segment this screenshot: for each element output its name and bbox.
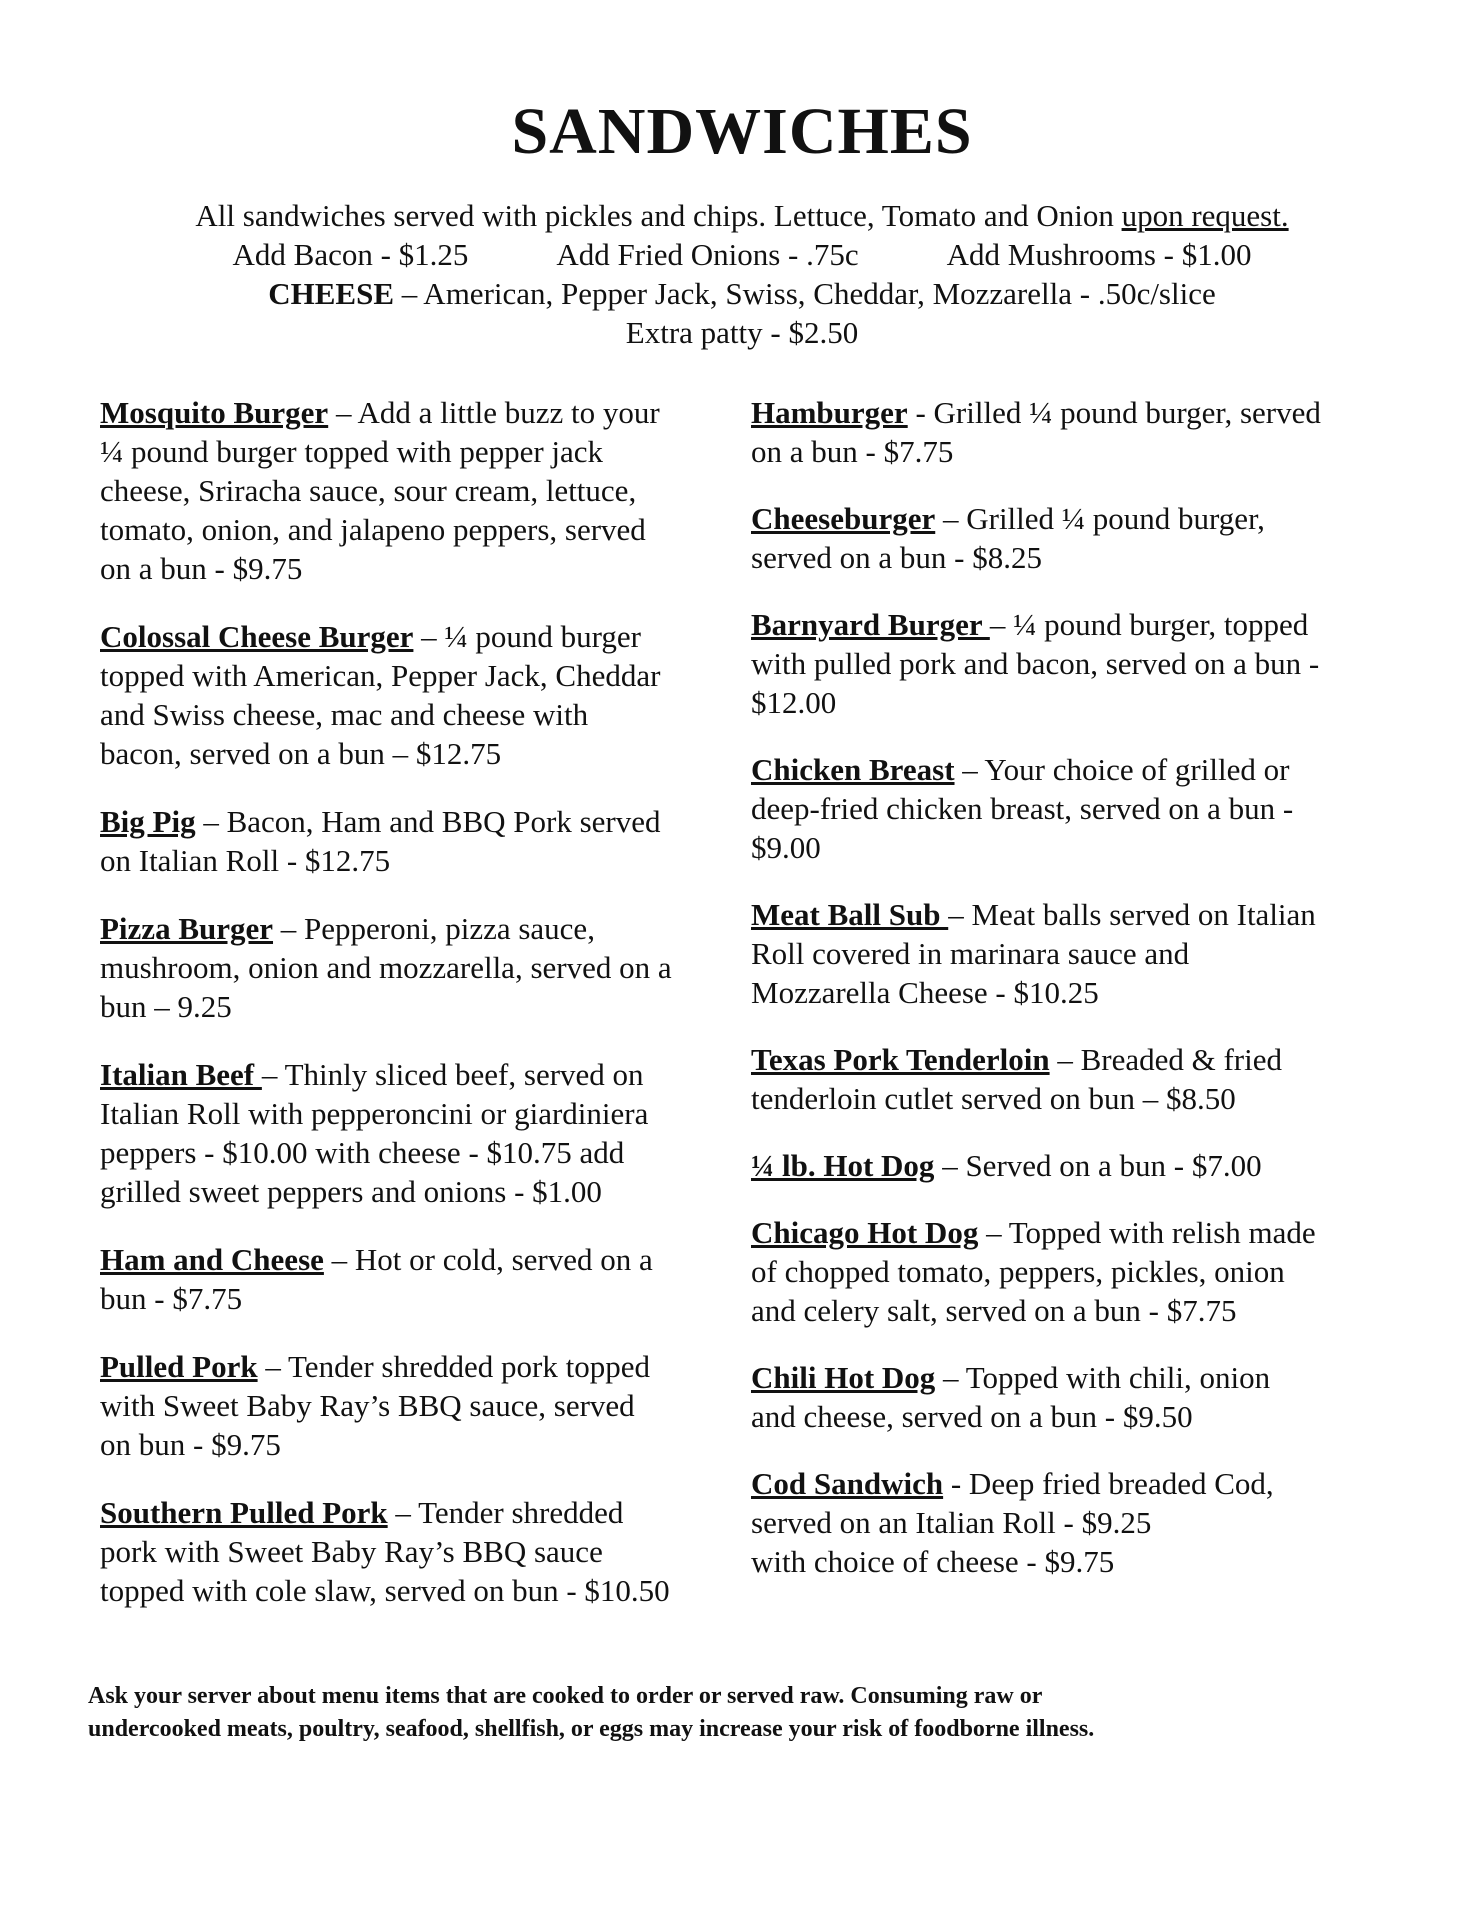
item-name: Chili Hot Dog — [751, 1360, 936, 1395]
left-column — [100, 393, 736, 1639]
item-description: – Tender shredded pork topped with Sweet Baby Ray’s BBQ sauce, served on bun - $9.75 — [100, 1349, 650, 1462]
item-name: Colossal Cheese Burger — [100, 619, 414, 654]
item-name: Barnyard Burger — [751, 607, 990, 642]
menu-item — [751, 1146, 1401, 1185]
food-safety-disclaimer: Ask your server about menu items that are cooked to order or served raw. Consuming raw or undercooked meats, poultry, seafood, shellfish, or eggs may increase your risk of foodborne illness. — [88, 1683, 1095, 1742]
intro-sides-text: All sandwiches served with pickles and chips. Lettuce, Tomato and Onion — [195, 198, 1122, 233]
intro-cheese-line — [0, 274, 1484, 313]
menu-item — [751, 499, 1401, 577]
intro-sides-line — [0, 196, 1484, 235]
item-description: – ¼ pound burger, topped with pulled pork and bacon, served on a bun - $12.00 — [751, 607, 1320, 720]
menu-item — [751, 1464, 1401, 1581]
menu-item — [100, 1493, 736, 1610]
item-description: – Thinly sliced beef, served on Italian Roll with pepperoncini or giardiniera peppers - $10.00 with cheese - $10.75 add grilled sweet peppers and onions - $1.00 — [100, 1057, 649, 1209]
addon-bacon: Add Bacon - $1.25 — [232, 237, 469, 272]
item-description: – Tender shredded pork with Sweet Baby Ray’s BBQ sauce topped with cole slaw, served on bun - $10.50 — [100, 1495, 670, 1608]
item-name: Hamburger — [751, 395, 908, 430]
item-name: Pulled Pork — [100, 1349, 258, 1384]
right-column — [751, 393, 1401, 1609]
item-name: Mosquito Burger — [100, 395, 329, 430]
addon-fried-onions: Add Fried Onions - .75c — [556, 237, 859, 272]
item-description: – Meat balls served on Italian Roll covered in marinara sauce and Mozzarella Cheese - $10.25 — [751, 897, 1316, 1010]
item-name: ¼ lb. Hot Dog — [751, 1148, 935, 1183]
item-name: Pizza Burger — [100, 911, 274, 946]
item-name: Southern Pulled Pork — [100, 1495, 388, 1530]
item-description: – Grilled ¼ pound burger, served on a bun - $8.25 — [751, 501, 1265, 575]
item-name: Cod Sandwich — [751, 1466, 944, 1501]
intro-upon-request: upon request. — [1121, 198, 1289, 233]
item-description: – Breaded & fried tenderloin cutlet served on bun – $8.50 — [751, 1042, 1283, 1116]
item-description: – Topped with relish made of chopped tomato, peppers, pickles, onion and celery salt, served on a bun - $7.75 — [751, 1215, 1316, 1328]
menu-item — [100, 1347, 736, 1464]
item-name: Meat Ball Sub — [751, 897, 949, 932]
intro-extra-patty: Extra patty - $2.50 — [625, 315, 859, 350]
item-description: – Topped with chili, onion and cheese, served on a bun - $9.50 — [751, 1360, 1271, 1434]
menu-item — [751, 1213, 1401, 1330]
item-description: - Deep fried breaded Cod, served on an Italian Roll - $9.25 with choice of cheese - $9.75 — [751, 1466, 1274, 1579]
item-description: - Grilled ¼ pound burger, served on a bun - $7.75 — [751, 395, 1321, 469]
page-title: SANDWICHES — [511, 95, 973, 168]
item-name: Ham and Cheese — [100, 1242, 324, 1277]
item-name: Texas Pork Tenderloin — [751, 1042, 1050, 1077]
menu-item — [751, 1040, 1401, 1118]
item-description: – Your choice of grilled or deep-fried chicken breast, served on a bun - $9.00 — [751, 752, 1294, 865]
intro-addons-line — [0, 235, 1484, 274]
item-description: – Hot or cold, served on a bun - $7.75 — [100, 1242, 653, 1316]
cheese-options: – American, Pepper Jack, Swiss, Cheddar, Mozzarella - .50c/slice — [394, 276, 1216, 311]
menu-item — [100, 617, 736, 773]
item-description: – Bacon, Ham and BBQ Pork served on Italian Roll - $12.75 — [100, 804, 661, 878]
menu-item — [100, 393, 736, 588]
item-description: – Add a little buzz to your ¼ pound burger topped with pepper jack cheese, Sriracha sauce, sour cream, lettuce, tomato, onion, and jalapeno peppers, served on a bun - $9.75 — [100, 395, 660, 586]
menu-item — [751, 895, 1401, 1012]
menu-item — [751, 750, 1401, 867]
menu-item — [751, 1358, 1401, 1436]
item-name: Chicago Hot Dog — [751, 1215, 979, 1250]
item-name: Chicken Breast — [751, 752, 955, 787]
menu-item — [100, 909, 736, 1026]
item-description: – Pepperoni, pizza sauce, mushroom, onion and mozzarella, served on a bun – 9.25 — [100, 911, 672, 1024]
item-name: Cheeseburger — [751, 501, 936, 536]
cheese-label: CHEESE — [268, 276, 395, 311]
intro-block — [0, 196, 1484, 352]
addon-mushrooms: Add Mushrooms - $1.00 — [946, 237, 1252, 272]
menu-item — [751, 393, 1401, 471]
item-name: Italian Beef — [100, 1057, 262, 1092]
menu-item — [100, 1055, 736, 1211]
menu-item — [100, 1240, 736, 1318]
menu-item — [100, 802, 736, 880]
menu-item — [751, 605, 1401, 722]
item-description: – ¼ pound burger topped with American, Pepper Jack, Cheddar and Swiss cheese, mac and cheese with bacon, served on a bun – $12.75 — [100, 619, 661, 771]
item-description: – Served on a bun - $7.00 — [934, 1148, 1262, 1183]
item-name: Big Pig — [100, 804, 196, 839]
